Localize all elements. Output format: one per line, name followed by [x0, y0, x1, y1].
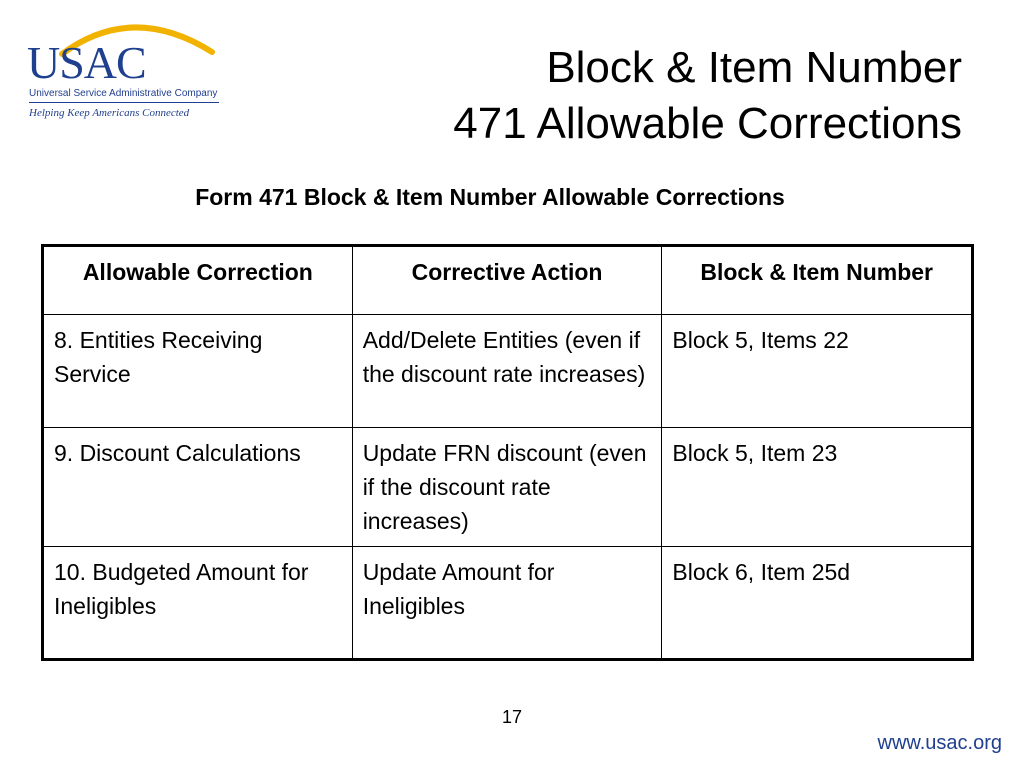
table-header-row — [43, 246, 973, 315]
table-cell: Update FRN discount (even if the discount rate increases) — [352, 428, 662, 547]
table-cell: 9. Discount Calculations — [43, 428, 353, 547]
table-cell: Block 6, Item 25d — [662, 547, 973, 660]
footer-url-link[interactable]: www.usac.org — [877, 732, 1002, 754]
usac-logo — [22, 12, 222, 122]
column-header: Corrective Action — [352, 246, 662, 315]
corrections-table — [41, 244, 974, 661]
column-header: Allowable Correction — [43, 246, 353, 315]
slide-title-line-2: 471 Allowable Corrections — [453, 99, 962, 148]
table-cell: Block 5, Items 22 — [662, 315, 973, 428]
table-row — [43, 315, 973, 428]
table-cell: Update Amount for Ineligibles — [352, 547, 662, 660]
table-cell: Add/Delete Entities (even if the discount rate increases) — [352, 315, 662, 428]
slide-title-line-1: Block & Item Number — [546, 43, 962, 92]
logo-tagline: Helping Keep Americans Connected — [29, 107, 190, 119]
logo-wordmark: USAC — [27, 37, 146, 88]
table-row — [43, 547, 973, 660]
column-header: Block & Item Number — [662, 246, 973, 315]
table-caption: Form 471 Block & Item Number Allowable Corrections — [195, 184, 785, 210]
table-cell: Block 5, Item 23 — [662, 428, 973, 547]
logo-subtitle: Universal Service Administrative Company — [29, 88, 218, 99]
logo-divider — [29, 102, 219, 103]
slide-title — [453, 40, 962, 152]
table-cell: 8. Entities Receiving Service — [43, 315, 353, 428]
page-number: 17 — [501, 707, 523, 727]
table-cell: 10. Budgeted Amount for Ineligibles — [43, 547, 353, 660]
table-row — [43, 428, 973, 547]
